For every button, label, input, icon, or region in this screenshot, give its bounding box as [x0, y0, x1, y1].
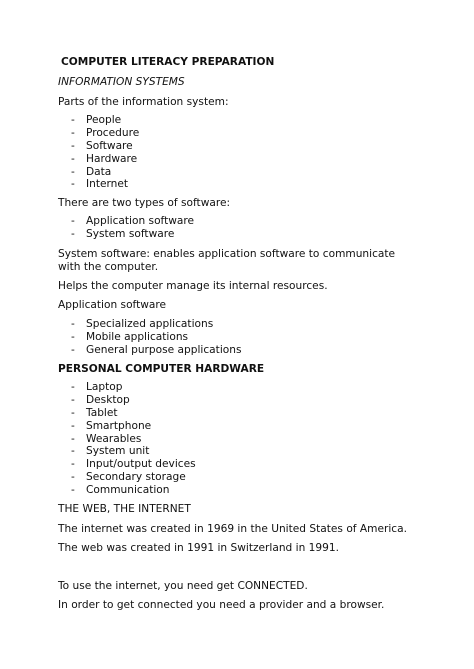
- bullet-dash: -: [71, 471, 75, 484]
- bullet-dash: -: [71, 393, 75, 406]
- connected-note: To use the internet, you need get CONNECTED.: [58, 580, 308, 592]
- hardware-item-label: Laptop: [86, 381, 123, 393]
- web-heading: THE WEB, THE INTERNET: [58, 503, 191, 515]
- bullet-dash: -: [71, 114, 75, 126]
- document-title: COMPUTER LITERACY PREPARATION: [61, 56, 275, 68]
- bullet-dash: -: [71, 381, 75, 393]
- hardware-item-label: Desktop: [86, 393, 130, 406]
- hardware-item-label: Secondary storage: [86, 471, 186, 484]
- system-software-description: System software: enables application software to communicate with the computer.: [58, 248, 396, 273]
- hardware-item-label: Communication: [86, 484, 170, 497]
- hardware-item-label: Wearables: [86, 432, 142, 445]
- software-type-item-label: Application software: [86, 215, 195, 227]
- application-software-heading: Application software: [58, 299, 167, 311]
- parts-list-item-label: Hardware: [86, 152, 138, 165]
- parts-list-item-label: Software: [86, 139, 133, 152]
- bullet-dash: -: [71, 152, 75, 165]
- software-intro: There are two types of software:: [58, 197, 231, 209]
- hardware-item-label: System unit: [86, 445, 150, 458]
- bullet-dash: -: [71, 484, 75, 497]
- internet-created-text: The internet was created in 1969 in the United States of America.: [58, 523, 407, 535]
- bullet-dash: -: [71, 330, 75, 343]
- system-software-note: Helps the computer manage its internal resources.: [58, 280, 328, 292]
- parts-intro: Parts of the information system:: [58, 96, 229, 108]
- bullet-dash: -: [71, 318, 75, 330]
- parts-list-item-label: Internet: [86, 178, 129, 191]
- hardware-item-label: Tablet: [86, 406, 118, 419]
- bullet-dash: -: [71, 227, 75, 240]
- hardware-heading: PERSONAL COMPUTER HARDWARE: [58, 363, 265, 375]
- bullet-dash: -: [71, 126, 75, 139]
- bullet-dash: -: [71, 178, 75, 191]
- hardware-item-label: Smartphone: [86, 419, 152, 432]
- bullet-dash: -: [71, 215, 75, 227]
- bullet-dash: -: [71, 458, 75, 471]
- bullet-dash: -: [71, 445, 75, 458]
- provider-note: In order to get connected you need a provider and a browser.: [58, 599, 385, 611]
- bullet-dash: -: [71, 419, 75, 432]
- application-type-item-label: Specialized applications: [86, 318, 214, 330]
- application-type-item-label: General purpose applications: [86, 343, 242, 356]
- parts-list-item-label: People: [86, 114, 122, 126]
- bullet-dash: -: [71, 139, 75, 152]
- software-type-item-label: System software: [86, 227, 175, 240]
- hardware-item-label: Input/output devices: [86, 458, 196, 471]
- web-created-text: The web was created in 1991 in Switzerland in 1991.: [58, 542, 339, 554]
- section-subtitle: INFORMATION SYSTEMS: [58, 76, 185, 88]
- parts-list-item-label: Data: [86, 165, 112, 178]
- parts-list-item-label: Procedure: [86, 126, 140, 139]
- bullet-dash: -: [71, 432, 75, 445]
- bullet-dash: -: [71, 406, 75, 419]
- bullet-dash: -: [71, 343, 75, 356]
- application-type-item-label: Mobile applications: [86, 330, 189, 343]
- bullet-dash: -: [71, 165, 75, 178]
